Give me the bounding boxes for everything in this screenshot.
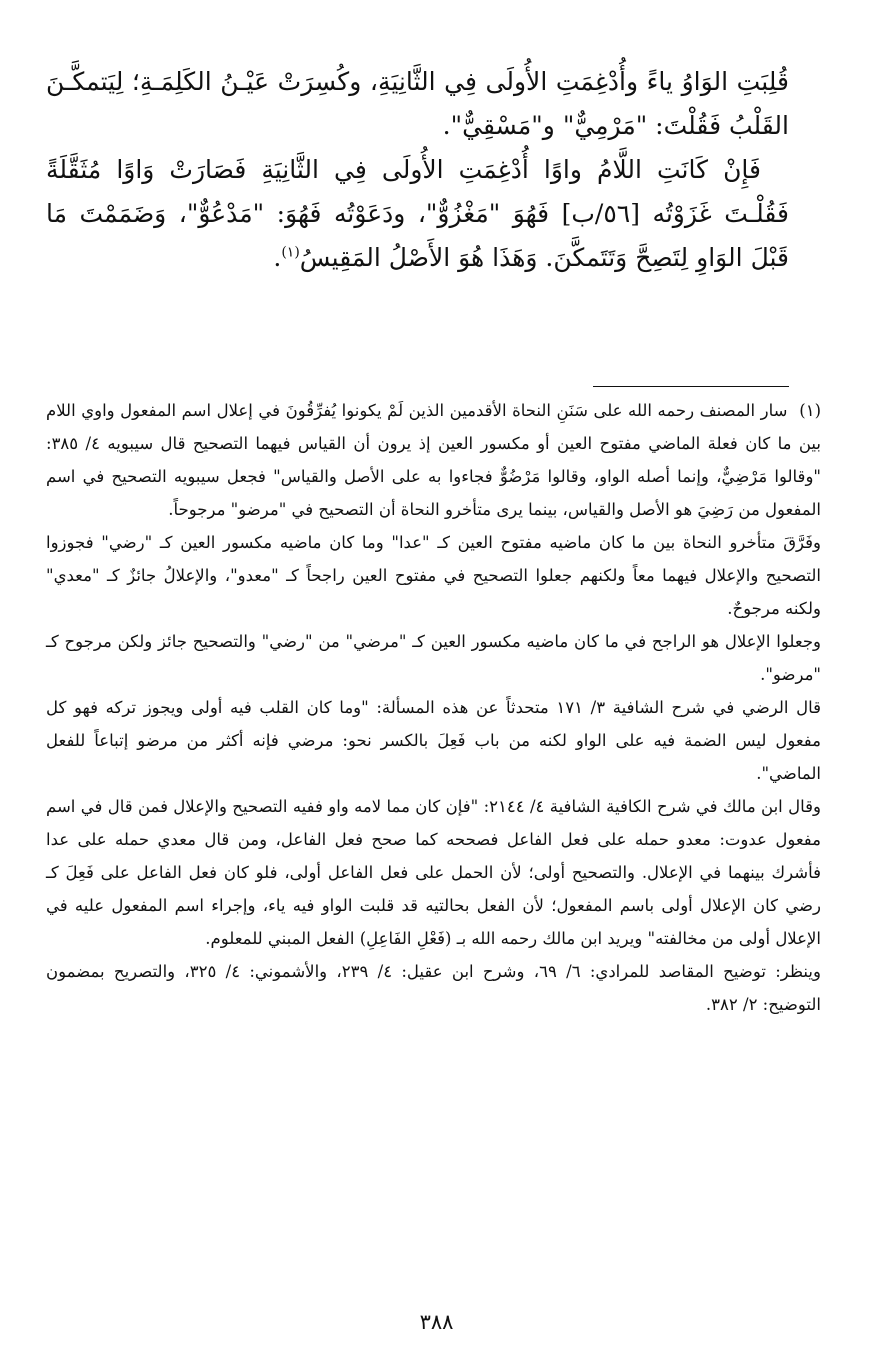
footnote-paragraph-6: وينظر: توضيح المقاصد للمرادي: ٦/ ٦٩، وشرح ابن عقيل: ٤/ ٢٣٩، والأشموني: ٤/ ٣٢٥، والتصريح بمضمون التوضيح: ٢/ ٣٨٢. [46,962,821,1014]
footnote-separator [593,386,789,387]
footnote-number: (١) [799,401,821,420]
main-paragraph-end-mark: . [273,243,282,272]
footnote-paragraph-3: وجعلوا الإعلال هو الراجح في ما كان ماضيه مكسور العين كـ "مرضي" من "رضي" والتصحيح جائز ولكن مرجوح كـ "مرضو". [46,632,821,684]
footnote-paragraph-5: وقال ابن مالك في شرح الكافية الشافية ٤/ ٢١٤٤: "فإن كان مما لامه واو ففيه التصحيح والإعلال فمن قال في اسم مفعول عدوت: معدو حمله على فعل الفاعل فصححه كما صحح فعل الفاعل، ومن قال معدي حمله على عدا فأشرك بينهما في الإعلال. والتصحيح أولى؛ لأن الحمل على فعل الفاعل أولى، فلو كان فعل الفاعل على فَعِلَ كـ رضي كان الإعلال أولى باسم المفعول؛ لأن الفعل بحالتيه قد قلبت الواو فيه ياء، وإجراء اسم المفعول عليه في الإعلال أولى من مخالفته" ويريد ابن مالك رحمه الله بـ (فَعْلِ الفَاعِلِ) الفعل المبني للمعلوم. [46,797,821,948]
footnote-1 [46,394,821,526]
footnotes [46,394,821,1021]
main-text [46,60,789,280]
footnote-paragraph-4: قال الرضي في شرح الشافية ٣/ ١٧١ متحدثاً عن هذه المسألة: "وما كان القلب فيه أولى ويجوز تركه فهو كل مفعول ليس الضمة فيه على الواو لكنه من باب فَعِلَ بالكسر نحو: مرضي فإنه أكثر من مرضو إتباعاً للفعل الماضي". [46,698,821,783]
page-number: ٣٨٨ [419,1310,454,1334]
footnote-reference: (١) [281,244,300,261]
footnote-1-text: سار المصنف رحمه الله على سَنَنِ النحاة الأقدمين الذين لَمْ يكونوا يُفرِّقُونَ في إعلال اسم المفعول واوي اللام بين ما كان فعلة الماضي مفتوح العين أو مكسور العين إذ يرون أن القياس فيهما التصحيح قال سيبويه ٤/ ٣٨٥: "وقالوا مَرْضِيٌّ، وإنما أصله الواو، وقالوا مَرْضُوٌّ فجاءوا به على الأصل والقياس" فجعل سيبويه التصحيح في اسم المفعول من رَضِيَ هو الأصل والقياس، بينما يرى متأخرو النحاة أن التصحيح في "مرضو" مرجوحاً. [46,401,821,519]
main-paragraph-2-text: فَإِنْ كَانَتِ اللَّامُ واوًا أُدْغِمَتِ الأُولَى فِي الثَّانِيَةِ فَصَارَتْ وَاوًا مُثَقَّلَةً فَقُلْـتَ غَزَوْتُه [٥٦/ب] فَهُوَ "مَغْزُوٌّ"، ودَعَوْتُه فَهُوَ: "مَدْعُوٌّ"، وَضَمَمْتَ مَا قَبْلَ الوَاوِ لِتَصِحَّ وَتَتَمكَّنَ. وَهَذَا هُوَ الأَصْلُ المَقِيسُ [46,155,789,272]
footnote-paragraph-2: وفَرَّقَ متأخرو النحاة بين ما كان ماضيه مفتوح العين كـ "عدا" وما كان ماضيه مكسور العين كـ "رضي" فجوزوا التصحيح والإعلال فيهما معاً ولكنهم جعلوا التصحيح في مفتوح العين راجحاً كـ "معدو"، والإعلالُ جائزٌ كـ "معدي" ولكنه مرجوحٌ. [46,533,821,618]
main-paragraph-1: قُلِبَتِ الوَاوُ ياءً وأُدْغِمَتِ الأُولَى فِي الثَّانِيَةِ، وكُسِرَتْ عَيْـنُ الكَلِمَـةِ؛ لِيَتمكَّـنَ القَلْبُ فَقُلْتَ: "مَرْمِيٌّ" و"مَسْقِيٌّ". [46,67,789,140]
main-paragraph-2 [46,148,789,280]
